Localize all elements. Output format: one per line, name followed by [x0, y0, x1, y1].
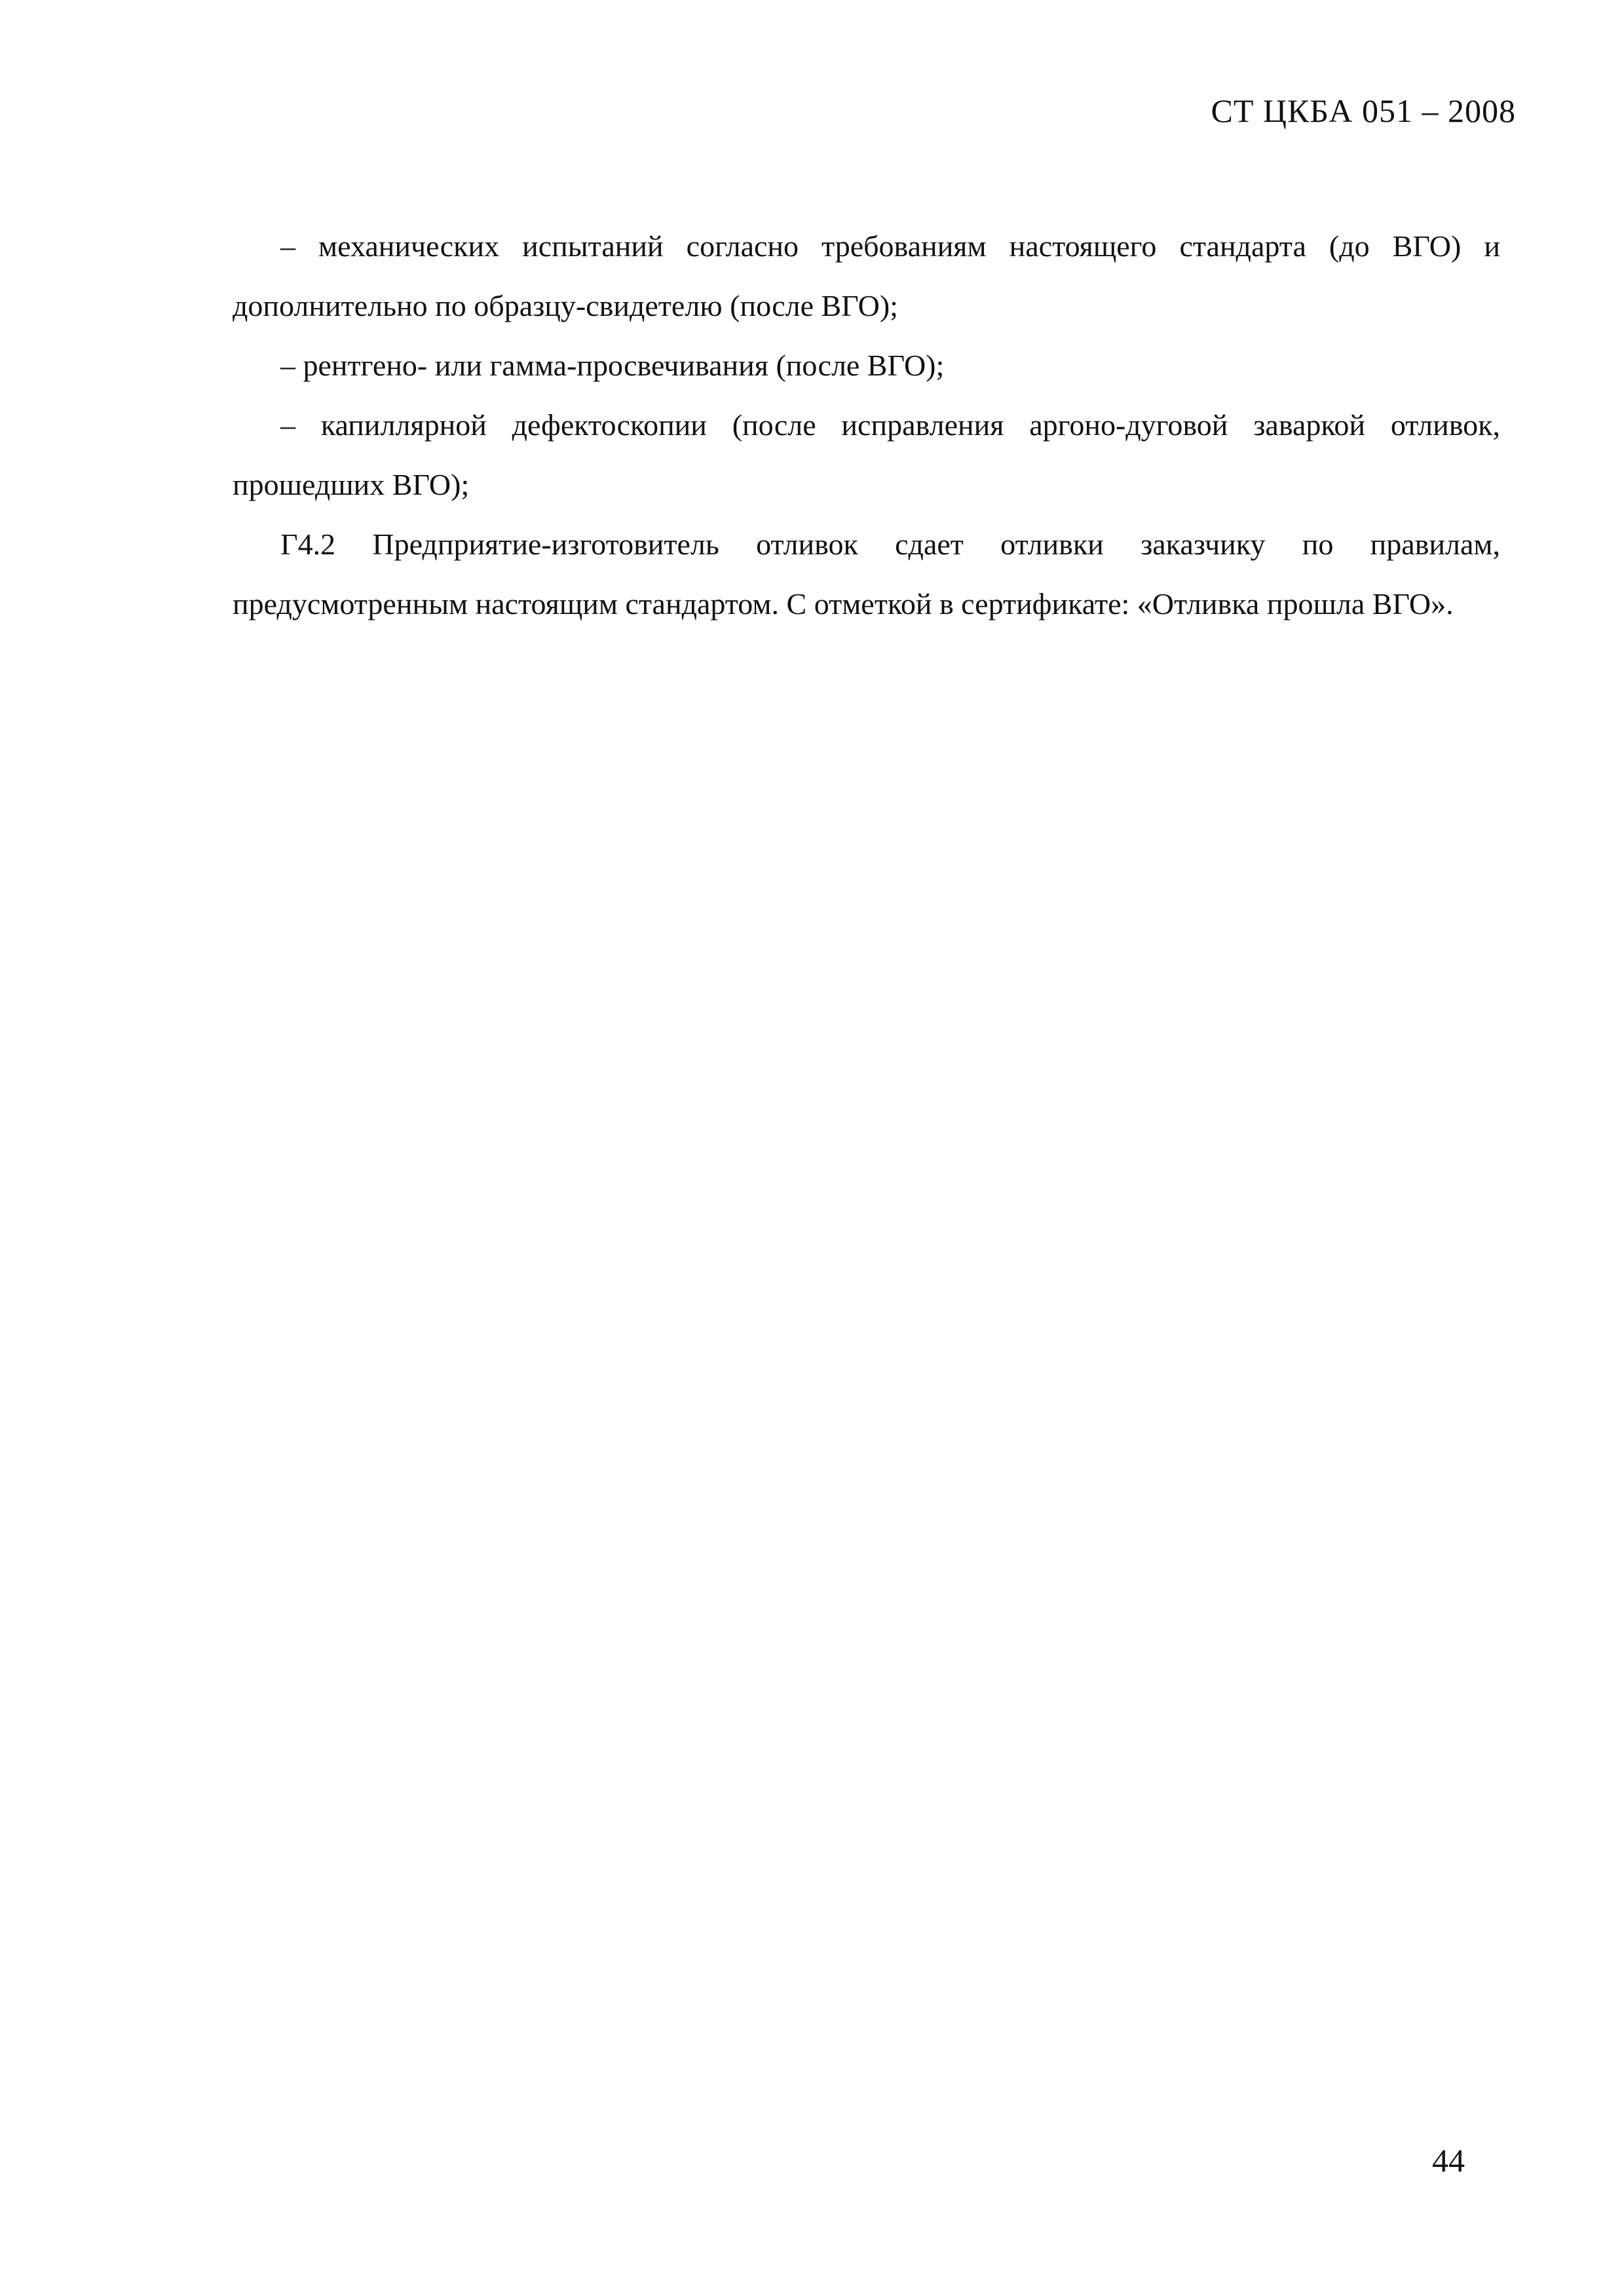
document-code-header: СТ ЦКБА 051 – 2008 [1211, 92, 1516, 129]
list-item-radiography: – рентгено- или гамма-просвечивания (после ВГО); [280, 349, 945, 382]
paragraph-g4-2: Г4.2 Предприятие-изготовитель отливок сдает отливки заказчику по правилам, предусмотренным настоящим стандартом. С отметкой в сертификате: «Отливка прошла ВГО». [233, 527, 1500, 621]
list-item-capillary-inspection: – капиллярной дефектоскопии (после исправления аргоно-дуговой заваркой отливок, прошедших ВГО); [233, 408, 1500, 501]
document-body [233, 216, 1500, 634]
page-number: 44 [1432, 2142, 1465, 2179]
list-item-mechanical-tests: – механических испытаний согласно требованиям настоящего стандарта (до ВГО) и дополнительно по образцу-свидетелю (после ВГО); [233, 229, 1500, 322]
